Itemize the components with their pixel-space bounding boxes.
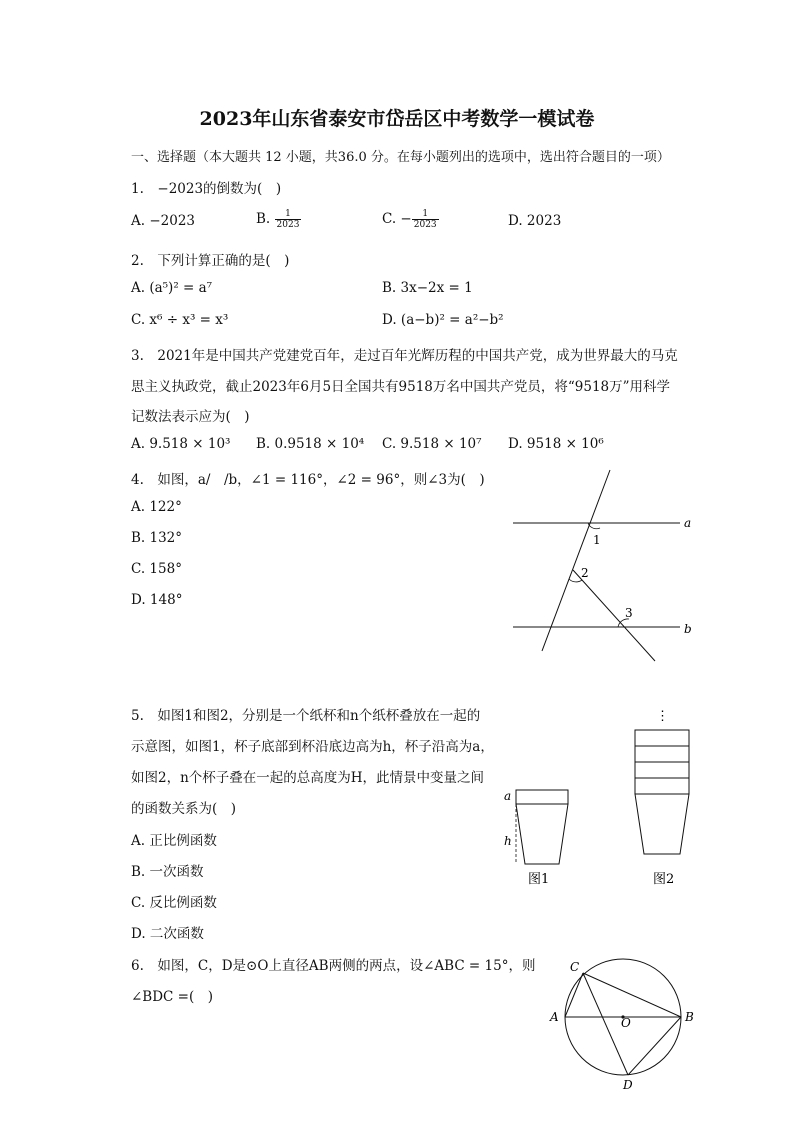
cup-stack-body bbox=[635, 794, 689, 854]
q4-option-d[interactable]: D. 148° bbox=[131, 592, 183, 608]
q3-line-3: 记数法表示应为( ) bbox=[131, 409, 250, 425]
q5-line-3: 如图2，n个杯子叠在一起的总高度为H，此情景中变量之间 bbox=[131, 770, 485, 786]
label-a: A bbox=[550, 1010, 559, 1024]
slant-line bbox=[573, 570, 655, 661]
stack-ellipsis: ⋮ bbox=[656, 709, 669, 724]
q4-option-a[interactable]: A. 122° bbox=[131, 499, 182, 515]
label-a: a bbox=[684, 516, 692, 530]
fraction-numerator: 1 bbox=[412, 209, 439, 220]
label-angle-1: 1 bbox=[593, 533, 601, 547]
caption-figure-1: 图1 bbox=[528, 872, 550, 887]
cup1-body bbox=[516, 804, 568, 864]
chord-cb bbox=[583, 973, 681, 1017]
q1-option-d[interactable]: D. 2023 bbox=[508, 213, 562, 229]
q5-figure-paper-cups bbox=[498, 700, 698, 890]
q3-option-d[interactable]: D. 9518 × 10⁶ bbox=[508, 436, 604, 452]
q5-option-d[interactable]: D. 二次函数 bbox=[131, 926, 204, 942]
q2-option-b[interactable]: B. 3x−2x = 1 bbox=[382, 280, 473, 296]
q1-option-b[interactable] bbox=[256, 209, 301, 230]
q5-line-2: 示意图，如图1，杯子底部到杯沿底边高为h，杯子沿高为a， bbox=[131, 739, 494, 755]
q2-option-d[interactable]: D. (a−b)² = a²−b² bbox=[382, 312, 504, 328]
label-angle-2: 2 bbox=[581, 566, 589, 580]
label-angle-3: 3 bbox=[625, 606, 633, 620]
label-h: h bbox=[504, 834, 512, 848]
q3-line-1: 3. 2021年是中国共产党建党百年，走过百年光辉历程的中国共产党，成为世界最大的马克 bbox=[131, 348, 678, 364]
q1-option-c[interactable] bbox=[382, 209, 439, 230]
q6-line-1: 6. 如图，C，D是⊙O上直径AB两侧的两点，设∠ABC = 15°，则 bbox=[131, 958, 536, 974]
q3-line-2: 思主义执政党，截止2023年6月5日全国共有9518万名中国共产党员，将“9518万”用科学 bbox=[131, 379, 671, 395]
q3-option-a[interactable]: A. 9.518 × 10³ bbox=[131, 436, 231, 452]
label-b: b bbox=[684, 622, 692, 636]
transversal bbox=[542, 470, 610, 651]
q5-option-a[interactable]: A. 正比例函数 bbox=[131, 833, 217, 849]
q5-line-1: 5. 如图1和图2，分别是一个纸杯和n个纸杯叠放在一起的 bbox=[131, 708, 481, 724]
section-heading: 一、选择题（本大题共 12 小题，共36.0 分。在每小题列出的选项中，选出符合题目的一项） bbox=[131, 150, 670, 165]
page-title: 2023年山东省泰安市岱岳区中考数学一模试卷 bbox=[199, 108, 595, 130]
q3-option-b[interactable]: B. 0.9518 × 10⁴ bbox=[256, 436, 365, 452]
chord-ca bbox=[565, 973, 583, 1017]
label-o: O bbox=[621, 1016, 631, 1030]
fraction-denominator: 2023 bbox=[276, 220, 300, 230]
q2-option-a[interactable]: A. (a⁵)² = a⁷ bbox=[131, 280, 213, 296]
label-d: D bbox=[623, 1078, 633, 1092]
q1-option-b-fraction bbox=[275, 209, 302, 230]
q1-option-a[interactable]: A. −2023 bbox=[131, 213, 195, 229]
caption-figure-2: 图2 bbox=[653, 872, 675, 887]
q3-option-c[interactable]: C. 9.518 × 10⁷ bbox=[382, 436, 482, 452]
q2-stem: 2. 下列计算正确的是( ) bbox=[131, 253, 290, 269]
q6-line-2: ∠BDC =( ) bbox=[131, 989, 214, 1005]
label-c: C bbox=[570, 960, 580, 974]
q4-option-c[interactable]: C. 158° bbox=[131, 561, 182, 577]
cup1-rim bbox=[516, 790, 568, 804]
label-b: B bbox=[685, 1010, 694, 1024]
q2-option-c[interactable]: C. x⁶ ÷ x³ = x³ bbox=[131, 312, 229, 328]
q1-option-c-fraction bbox=[412, 209, 439, 230]
fraction-denominator: 2023 bbox=[413, 220, 437, 230]
q5-line-4: 的函数关系为( ) bbox=[131, 801, 237, 817]
q4-option-b[interactable]: B. 132° bbox=[131, 530, 183, 546]
q5-option-c[interactable]: C. 反比例函数 bbox=[131, 895, 217, 911]
fraction-numerator: 1 bbox=[275, 209, 302, 220]
q1-stem: 1. −2023的倒数为( ) bbox=[131, 181, 282, 197]
q5-option-b[interactable]: B. 一次函数 bbox=[131, 864, 204, 880]
q4-figure-parallel-lines bbox=[505, 465, 705, 665]
q4-stem: 4. 如图，a/ /b，∠1 = 116°，∠2 = 96°，则∠3为( ) bbox=[131, 472, 485, 488]
q6-figure-circle bbox=[545, 955, 705, 1095]
q1-option-c-label: C. − bbox=[382, 211, 412, 227]
q1-option-b-label: B. bbox=[256, 211, 271, 227]
label-a: a bbox=[504, 789, 512, 803]
